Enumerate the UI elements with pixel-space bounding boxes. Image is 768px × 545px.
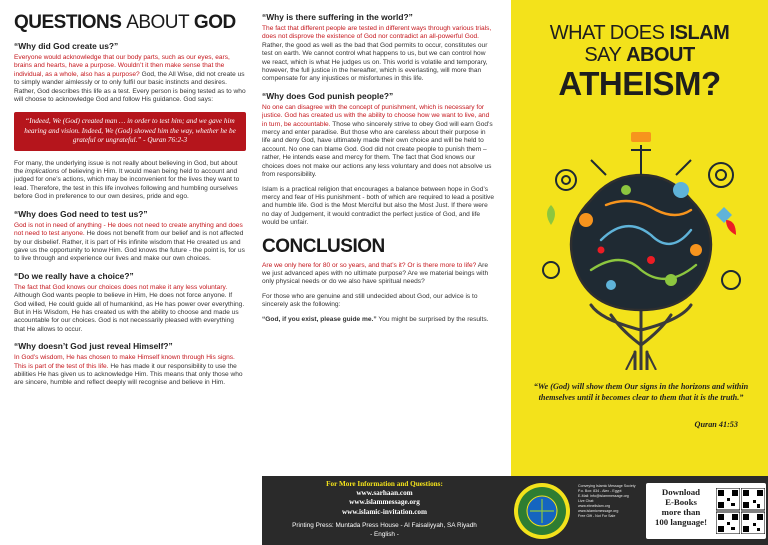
question-reveal: “Why doesn’t God just reveal Himself?” bbox=[14, 341, 173, 352]
conclusion-paragraph: Are we only here for 80 or so years, and that’s it? Or is there more to life? Are we just advanced apes with no ultimate purpose? Are we material beings with only physical needs or do we also have spiritual needs? bbox=[262, 261, 489, 286]
answer-reveal: In God’s wisdom, He has chosen to make Himself known through His signs. This is part of the test of this life. He has made it our responsibility to use the abilities He has given us to acknowledge Him. This means that only those who are sincere, humble and reflect deeply will recognise and believe in Him. bbox=[14, 354, 243, 387]
section-title: QUESTIONS ABOUT GOD bbox=[14, 12, 236, 33]
qr-code-icon[interactable] bbox=[741, 488, 765, 534]
answer-punish: No one can disagree with the concept of punishment, which is necessary for justice. God has created us with the ability to choose how we want to live, and in turn, be accountable. Those who sincerely strive to obey God will earn God’s mercy and enter paradise. But those who are careless about their purpose in life and deny God, have ultimately made their own choice and will be held to account. No one can blame God. God did not create people to punish them – rather, He intends ease and mercy for them. The fact that God knows our choices does not make our actions any less voluntary and does not absolve us from responsibility. bbox=[262, 103, 493, 179]
conclusion-advice: For those who are genuine and still undecided about God, our advice is to sincerely ask the following: bbox=[262, 292, 478, 309]
column-suffering-conclusion bbox=[262, 12, 494, 476]
contact-info: For More Information and Questions: www.sarhaan.com www.islammessage.org www.islamic-invitation.com Printing Press: Muntada Press House - Al Faisaliyyah, SA Riyadh - English - bbox=[262, 480, 507, 539]
organization-info: Conveying Islamic Message Society P.o. Box: 834 - Alex - Egypt E-Mail: info@islammessage.org Live Chat: www.ebnelislam.org www.islamicmessage.org Free Gift - Not For Sale bbox=[578, 484, 636, 518]
download-label: Download E-Books more than 100 language! bbox=[654, 487, 708, 527]
link-islammessage[interactable]: www.islammessage.org bbox=[349, 498, 420, 507]
question-suffering: “Why is there suffering in the world?” bbox=[262, 12, 413, 22]
conclusion-title: CONCLUSION bbox=[262, 235, 385, 257]
conclusion-prayer: “God, if you exist, please guide me.” You might be surprised by the results. bbox=[262, 315, 489, 323]
link-sarhaan[interactable]: www.sarhaan.com bbox=[356, 489, 413, 498]
download-ebooks-box[interactable] bbox=[646, 483, 766, 539]
qr-code-icon[interactable] bbox=[716, 488, 740, 534]
question-why-test: “Why does God need to test us?” bbox=[14, 208, 148, 219]
paragraph-implications: For many, the underlying issue is not really about believing in God, but about the implications of believing in Him. It would mean being held to account and judged for one’s actions, which may be inconvenient for the lives they want to lead. Therefore, the test in this life involves following and humbling ourselves before God in preference to our own desires, pride and ego. bbox=[14, 159, 240, 201]
answer-choice: The fact that God knows our choices does not make it any less voluntary. Although God wants people to believe in Him, He does not force anyone. If God willed, He could guide all of humankind, as He has power over everything. But in His Wisdom, He has created us with the ability to choose and made us accountable for our choices. God is not necessarily pleased with everything that He allows to occur. bbox=[14, 283, 245, 333]
printing-press: Printing Press: Muntada Press House - Al Faisaliyyah, SA Riyadh bbox=[292, 521, 477, 529]
quran-quote-box: “Indeed, We (God) created man … in order to test him; and we gave him hearing and vision. Indeed, We (God) showed him the way, whether he be grateful or ungrateful.” - Quran 76:2-3 bbox=[14, 112, 246, 150]
cover-panel bbox=[511, 0, 768, 476]
answer-why-test: God is not in need of anything - He does not need to create anything and does not need to test anyone. He does not benefit from our belief and is not affected by our disbelief. Rather, it is part of His infinite wisdom that He created us and gave us the opportunity to know Him. God knows the future - the point is, for us to live through and experience our lives and make our own choices. bbox=[14, 221, 245, 263]
cover-quote-reference: Quran 41:53 bbox=[694, 420, 738, 429]
answer-why-create: Everyone would acknowledge that our body parts, such as our eyes, ears, brains and hearts, have a purpose. Wouldn’t it then make sense that the individual, as a whole, also has a purpose? God, the All Wise, did not create us to simply wander aimlessly or to only fulfil our basic instincts and desires. Rather, God describes this life as a test. Every person is being tested as to who will choose to acknowledge God and follow His guidance. God says: bbox=[14, 54, 246, 104]
question-choice: “Do we really have a choice?” bbox=[14, 270, 134, 281]
language-label: - English - bbox=[370, 531, 399, 539]
question-why-create: “Why did God create us?” bbox=[14, 41, 119, 51]
answer-suffering: The fact that different people are tested in different ways through various trials, does not disprove the existence of God nor contradict an all-powerful God. Rather, the good as well as the bad that God permits to occur, constitutes our test on earth. We cannot control what happens to us, but we can control how we react, which is what He judges us on. This world is volatile and temporary, however, the full justice in the hereafter, which is everlasting, will more than compensate for any injustices or misfortunes in this life. bbox=[262, 25, 492, 83]
footer-bar bbox=[262, 476, 768, 545]
paragraph-islam-balance: Islam is a practical religion that encourages a balance between hope in God’s mercy and fear of His punishment - both of which are required to lead a positive and humble life. God is the Most Merciful but also the Most Just. If there were no day of Judgement, it would contradict the perfect justice of God, and life would be unfair. bbox=[262, 185, 494, 227]
column-questions-about-god bbox=[14, 12, 246, 540]
organization-seal-icon bbox=[512, 481, 572, 541]
cover-title: WHAT DOES ISLAM SAY ABOUT ATHEISM? bbox=[549, 22, 730, 102]
question-punish: “Why does God punish people?” bbox=[262, 90, 394, 101]
link-islamic-invitation[interactable]: www.islamic-invitation.com bbox=[341, 507, 428, 516]
cover-quote: “We (God) will show them Our signs in the horizons and within themselves until it becomes clear to them that it is the truth.” bbox=[533, 382, 749, 402]
brain-tree-illustration bbox=[531, 120, 751, 370]
